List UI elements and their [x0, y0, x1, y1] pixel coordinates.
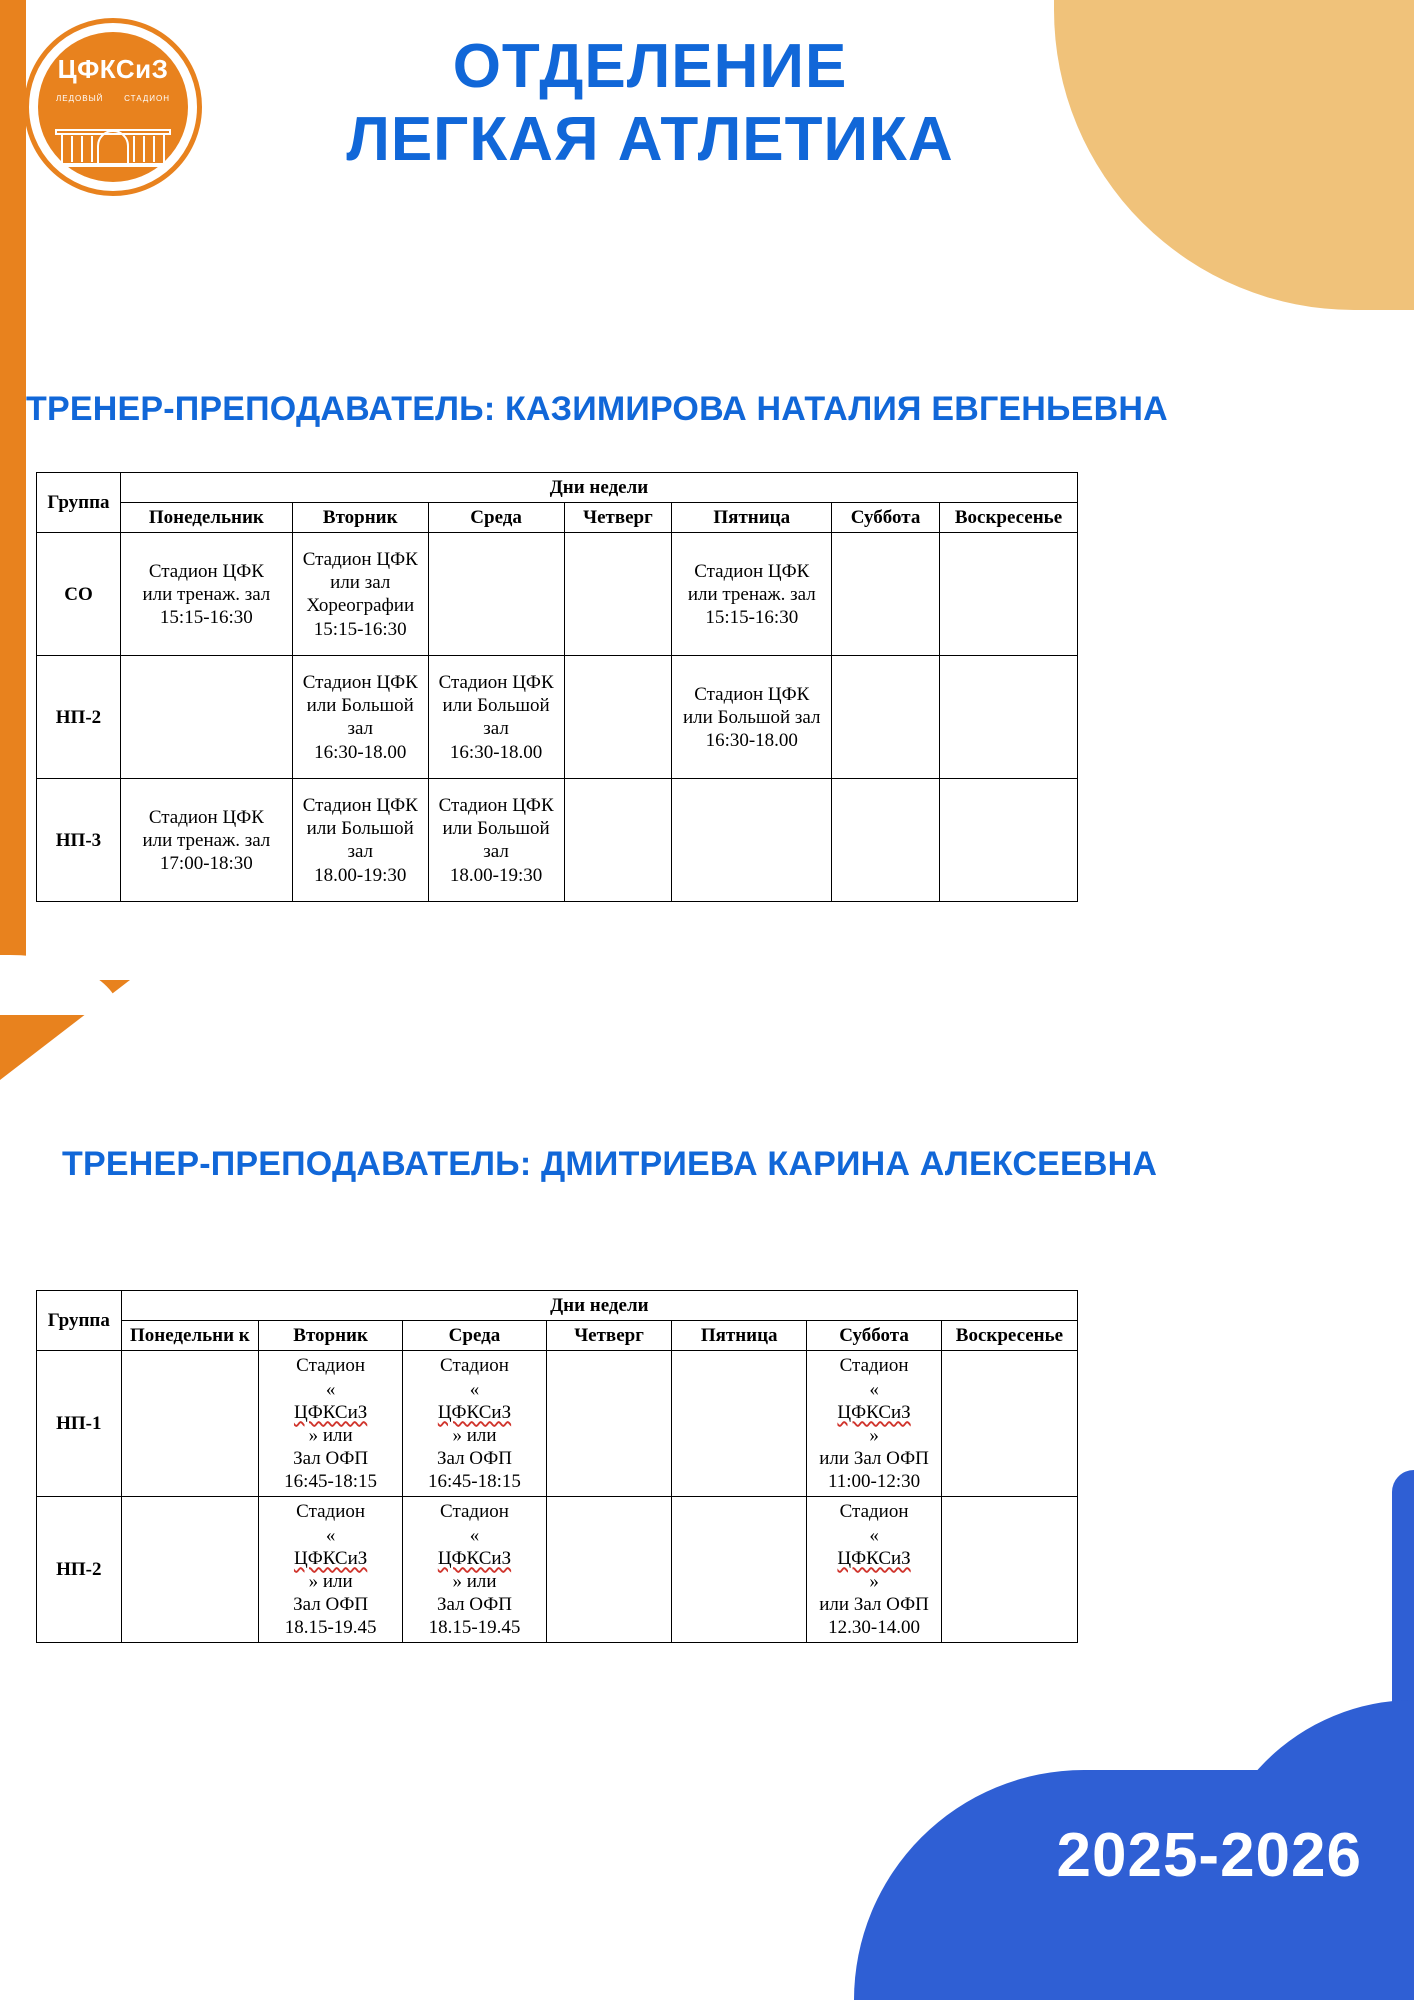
decoration-top-right: [1054, 0, 1414, 310]
schedule-cell: Стадион « ЦФКСиЗ » или Зал ОФП 11:00-12:30: [807, 1351, 942, 1497]
schedule-table-1-body: [37, 533, 1078, 902]
organization-logo: [24, 18, 202, 196]
schedule-cell: [941, 1497, 1077, 1643]
schedule-cell: Стадион ЦФК или тренаж. зал 17:00-18:30: [120, 779, 292, 902]
logo-inner-disc: [38, 32, 188, 182]
header-day-friday: Пятница: [672, 503, 832, 533]
schedule-cell: Стадион ЦФК или зал Хореографии 15:15-16:30: [292, 533, 428, 656]
page-title-line2: ЛЕГКАЯ АТЛЕТИКА: [346, 105, 954, 175]
schedule-cell: Стадион « ЦФКСиЗ » или Зал ОФП 16:45-18:15: [403, 1351, 547, 1497]
schedule-table-2-body: [37, 1351, 1078, 1643]
table-header-top-row: [37, 473, 1078, 503]
schedule-cell: Стадион ЦФК или Большой зал 16:30-18.00: [292, 656, 428, 779]
schedule-cell: Стадион ЦФК или тренаж. зал 15:15-16:30: [120, 533, 292, 656]
group-label: НП-1: [37, 1351, 122, 1497]
group-label: СО: [37, 533, 121, 656]
header-day-tuesday: Вторник: [259, 1321, 403, 1351]
schedule-cell: [672, 1497, 807, 1643]
schedule-cell: [428, 533, 564, 656]
stadium-building-icon: [54, 108, 172, 172]
logo-ring-right: СТАДИОН: [124, 94, 170, 103]
header-day-monday: Понедельни к: [121, 1321, 259, 1351]
header-day-thursday: Четверг: [546, 1321, 671, 1351]
schedule-cell: [564, 533, 672, 656]
table-header-top-row: [37, 1291, 1078, 1321]
header-day-saturday: Суббота: [807, 1321, 942, 1351]
table-row: [37, 533, 1078, 656]
header-day-tuesday: Вторник: [292, 503, 428, 533]
header-day-saturday: Суббота: [832, 503, 940, 533]
table-row: [37, 1497, 1078, 1643]
table-header-days-row: [37, 503, 1078, 533]
table-row: [37, 779, 1078, 902]
schedule-cell: [940, 533, 1078, 656]
table-row: [37, 1351, 1078, 1497]
schedule-cell: Стадион ЦФК или Большой зал 16:30-18.00: [428, 656, 564, 779]
season-year: 2025-2026: [1056, 1821, 1362, 1890]
schedule-cell: [940, 656, 1078, 779]
schedule-cell: Стадион ЦФК или Большой зал 18.00-19:30: [428, 779, 564, 902]
decoration-left-round: [0, 955, 120, 1015]
page-title: [230, 30, 1070, 176]
schedule-cell: [672, 1351, 807, 1497]
schedule-cell: Стадион « ЦФКСиЗ » или Зал ОФП 18.15-19.45: [403, 1497, 547, 1643]
schedule-cell: [564, 656, 672, 779]
schedule-table-1: [36, 472, 1078, 902]
schedule-cell: Стадион « ЦФКСиЗ » или Зал ОФП 18.15-19.45: [259, 1497, 403, 1643]
coach-heading-2: ТРЕНЕР-ПРЕПОДАВАТЕЛЬ: ДМИТРИЕВА КАРИНА АЛЕКСЕЕВНА: [62, 1145, 1158, 1183]
header-day-sunday: Воскресенье: [941, 1321, 1077, 1351]
header-day-thursday: Четверг: [564, 503, 672, 533]
schedule-cell: Стадион ЦФК или Большой зал 16:30-18.00: [672, 656, 832, 779]
schedule-cell: [121, 1351, 259, 1497]
table-row: [37, 656, 1078, 779]
schedule-cell: [940, 779, 1078, 902]
logo-text: ЦФКСиЗ: [57, 54, 169, 84]
header-days: Дни недели: [121, 1291, 1077, 1321]
coach-heading-1: ТРЕНЕР-ПРЕПОДАВАТЕЛЬ: КАЗИМИРОВА НАТАЛИЯ ЕВГЕНЬЕВНА: [26, 390, 1168, 428]
decoration-left-bar: [0, 0, 26, 1055]
header-group: Группа: [37, 473, 121, 533]
header-days: Дни недели: [120, 473, 1077, 503]
header-day-friday: Пятница: [672, 1321, 807, 1351]
logo-ring-text: [38, 94, 188, 103]
schedule-cell: [120, 656, 292, 779]
group-label: НП-2: [37, 1497, 122, 1643]
schedule-table-2: [36, 1290, 1078, 1643]
header-day-sunday: Воскресенье: [940, 503, 1078, 533]
schedule-cell: Стадион « ЦФКСиЗ » или Зал ОФП 12.30-14.00: [807, 1497, 942, 1643]
schedule-cell: [672, 779, 832, 902]
header-day-wednesday: Среда: [428, 503, 564, 533]
schedule-cell: [546, 1497, 671, 1643]
schedule-cell: Стадион ЦФК или Большой зал 18.00-19:30: [292, 779, 428, 902]
logo-ring-left: ЛЕДОВЫЙ: [56, 94, 104, 103]
page-title-line1: ОТДЕЛЕНИЕ: [452, 32, 848, 101]
group-label: НП-2: [37, 656, 121, 779]
schedule-cell: [832, 656, 940, 779]
schedule-cell: [832, 779, 940, 902]
schedule-cell: Стадион « ЦФКСиЗ » или Зал ОФП 16:45-18:15: [259, 1351, 403, 1497]
table-header-days-row: [37, 1321, 1078, 1351]
schedule-cell: [941, 1351, 1077, 1497]
group-label: НП-3: [37, 779, 121, 902]
header-group: Группа: [37, 1291, 122, 1351]
schedule-cell: [546, 1351, 671, 1497]
header-day-monday: Понедельник: [120, 503, 292, 533]
schedule-cell: [832, 533, 940, 656]
schedule-cell: [121, 1497, 259, 1643]
schedule-cell: [564, 779, 672, 902]
header-day-wednesday: Среда: [403, 1321, 547, 1351]
schedule-cell: Стадион ЦФК или тренаж. зал 15:15-16:30: [672, 533, 832, 656]
